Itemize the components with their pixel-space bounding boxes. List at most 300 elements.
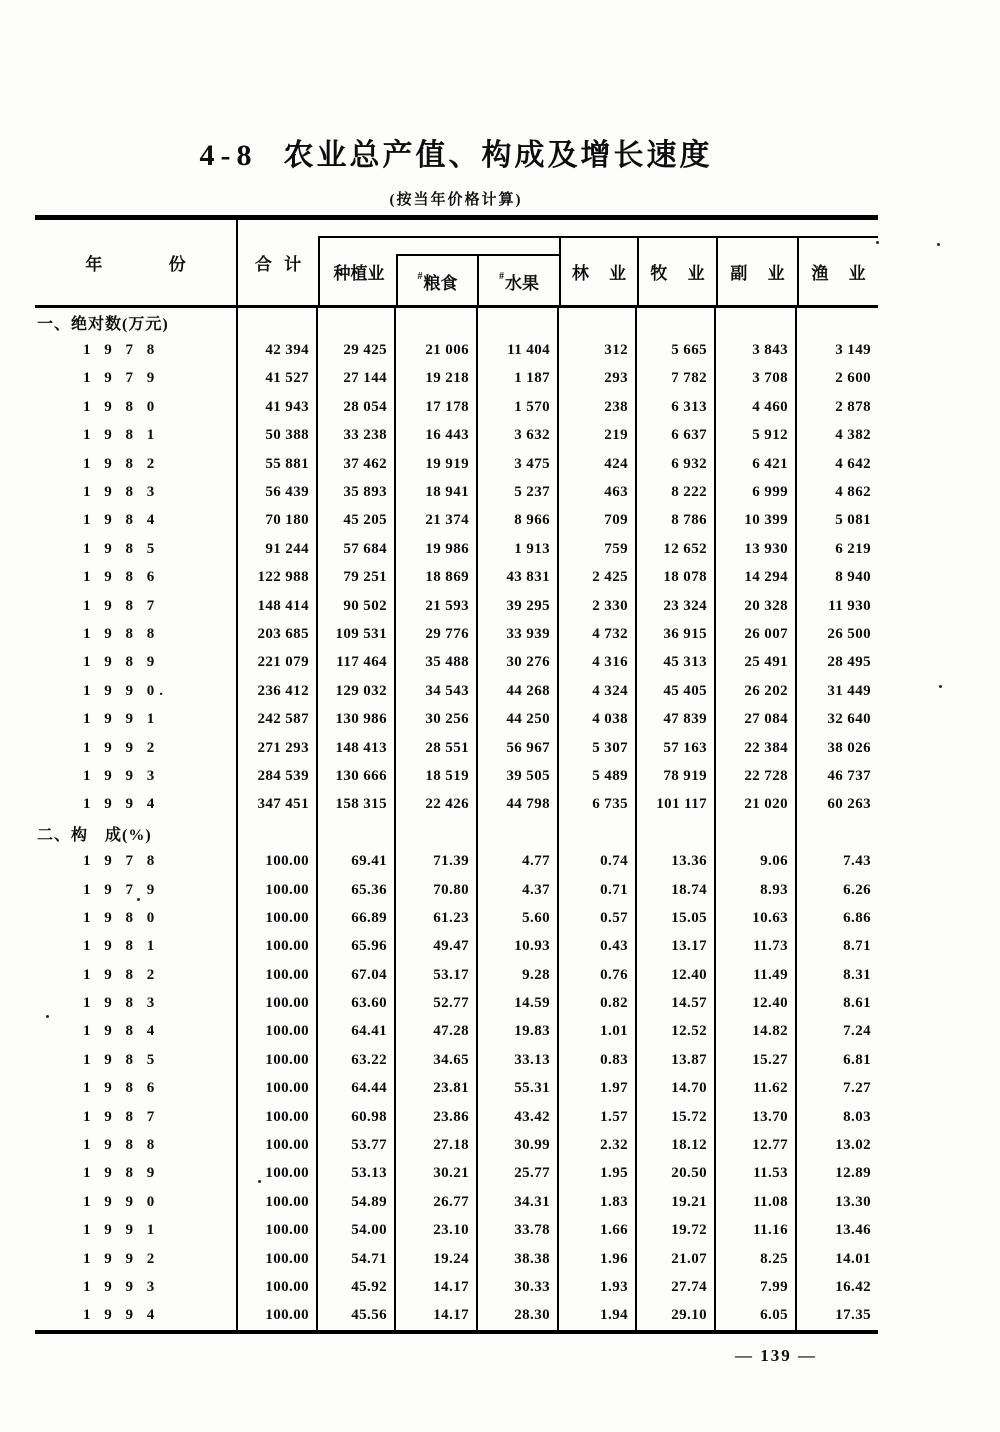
value-cell: 238 [559, 393, 637, 421]
year-cell: 1 9 8 0 [35, 393, 238, 421]
title-text: 农业总产值、构成及增长速度 [283, 139, 713, 172]
value-cell: 33 238 [318, 422, 396, 450]
value-cell: 34 543 [396, 677, 478, 705]
table-row [35, 649, 878, 677]
value-cell: 12 652 [637, 535, 716, 563]
value-cell: 45 313 [637, 649, 716, 677]
value-cell: 347 451 [238, 791, 318, 819]
table-row [35, 393, 878, 421]
value-cell: 11.49 [716, 961, 797, 989]
table-row [35, 762, 878, 790]
value-cell: 30.33 [478, 1273, 559, 1301]
value-cell: 11.16 [716, 1217, 797, 1245]
value-cell: 100.00 [238, 1046, 318, 1074]
value-cell: 90 502 [318, 592, 396, 620]
year-cell: 1 9 8 2 [35, 961, 238, 989]
value-cell: 19 919 [396, 450, 478, 478]
value-cell: 100.00 [238, 1188, 318, 1216]
value-cell: 0.76 [559, 961, 637, 989]
value-cell: 27.74 [637, 1273, 716, 1301]
col-header-planting: 种植业 [333, 264, 385, 283]
value-cell: 100.00 [238, 876, 318, 904]
value-cell: 221 079 [238, 649, 318, 677]
value-cell: 11 930 [828, 597, 871, 614]
value-cell: 56 439 [238, 478, 318, 506]
value-cell: 13.36 [637, 847, 716, 875]
year-cell: 1 9 8 2 [35, 450, 238, 478]
empty-cell [318, 819, 396, 847]
value-cell: 41 943 [238, 393, 318, 421]
col-header-fruit [479, 256, 559, 307]
value-cell: 12.89 [835, 1165, 871, 1182]
value-cell: 100.00 [238, 1302, 318, 1330]
value-cell: 4 382 [835, 427, 871, 444]
value-cell: 27.18 [396, 1131, 478, 1159]
value-cell: 50 388 [238, 422, 318, 450]
value-cell: 19.72 [637, 1217, 716, 1245]
year-cell: 1 9 9 4 [35, 1302, 238, 1330]
value-cell: 100.00 [238, 1018, 318, 1046]
value-cell: 23.81 [396, 1075, 478, 1103]
table-row [35, 734, 878, 762]
value-cell: 10.93 [478, 933, 559, 961]
value-cell: 9.06 [716, 847, 797, 875]
value-cell: 11.73 [716, 933, 797, 961]
value-cell: 14.82 [716, 1018, 797, 1046]
table-row [35, 365, 878, 393]
value-cell: 17.35 [835, 1307, 871, 1324]
year-cell: 1 9 8 4 [35, 507, 238, 535]
year-cell: 1 9 9 2 [35, 734, 238, 762]
value-cell: 4 642 [835, 455, 871, 472]
table-header [35, 220, 878, 308]
value-cell: 0.43 [559, 933, 637, 961]
value-cell: 3 475 [478, 450, 559, 478]
value-cell: 4 324 [559, 677, 637, 705]
value-cell: 53.77 [318, 1131, 396, 1159]
value-cell: 8.03 [843, 1108, 871, 1125]
value-cell: 3 149 [835, 342, 871, 359]
value-cell: 15.05 [637, 904, 716, 932]
value-cell: 23.86 [396, 1103, 478, 1131]
value-cell: 19.24 [396, 1245, 478, 1273]
value-cell: 30 256 [396, 705, 478, 733]
value-cell: 8 966 [478, 507, 559, 535]
value-cell: 12.40 [716, 989, 797, 1017]
year-cell: 1 9 8 7 [35, 592, 238, 620]
value-cell: 5 307 [559, 734, 637, 762]
scan-speck [876, 241, 879, 244]
value-cell: 463 [559, 478, 637, 506]
value-cell: 1.97 [559, 1075, 637, 1103]
section-heading-row [35, 819, 878, 847]
table-row [35, 989, 878, 1017]
value-cell: 148 414 [238, 592, 318, 620]
value-cell: 43 831 [478, 564, 559, 592]
value-cell: 55 881 [238, 450, 318, 478]
value-cell: 61.23 [396, 904, 478, 932]
value-cell: 14.01 [835, 1250, 871, 1267]
value-cell: 12.77 [716, 1131, 797, 1159]
value-cell: 18 941 [396, 478, 478, 506]
empty-cell [797, 819, 878, 847]
value-cell: 17 178 [396, 393, 478, 421]
value-cell: 8 222 [637, 478, 716, 506]
year-cell: 1 9 7 9 [35, 365, 238, 393]
value-cell: 41 527 [238, 365, 318, 393]
value-cell: 284 539 [238, 762, 318, 790]
value-cell: 31 449 [827, 682, 871, 699]
value-cell: 18.74 [637, 876, 716, 904]
of-which-mark: # [417, 271, 423, 282]
value-cell: 19 218 [396, 365, 478, 393]
value-cell: 44 798 [478, 791, 559, 819]
value-cell: 46 737 [827, 767, 871, 784]
page-number: — 139 — [735, 1346, 817, 1365]
value-cell: 6 421 [716, 450, 797, 478]
value-cell: 54.89 [318, 1188, 396, 1216]
value-cell: 45.56 [318, 1302, 396, 1330]
table-row [35, 705, 878, 733]
value-cell: 11 404 [478, 336, 559, 364]
col-header-forestry: 林 业 [559, 238, 637, 305]
value-cell: 64.41 [318, 1018, 396, 1046]
value-cell: 236 412 [238, 677, 318, 705]
value-cell: 11.53 [716, 1160, 797, 1188]
value-cell: 2 600 [835, 370, 871, 387]
table-row [35, 876, 878, 904]
value-cell: 1.57 [559, 1103, 637, 1131]
value-cell: 57 163 [637, 734, 716, 762]
value-cell: 11.08 [716, 1188, 797, 1216]
value-cell: 44 250 [478, 705, 559, 733]
year-cell: 1 9 9 3 [35, 1273, 238, 1301]
value-cell: 37 462 [318, 450, 396, 478]
year-cell: 1 9 9 3 [35, 762, 238, 790]
value-cell: 100.00 [238, 933, 318, 961]
value-cell: 7.43 [843, 853, 871, 870]
value-cell: 13.17 [637, 933, 716, 961]
value-cell: 5 489 [559, 762, 637, 790]
year-cell: 1 9 8 1 [35, 933, 238, 961]
value-cell: 8 940 [835, 569, 871, 586]
year-cell: 1 9 9 0 [35, 1188, 238, 1216]
value-cell: 8.71 [843, 938, 871, 955]
value-cell: 100.00 [238, 847, 318, 875]
value-cell: 35 488 [396, 649, 478, 677]
value-cell: 57 684 [318, 535, 396, 563]
value-cell: 47.28 [396, 1018, 478, 1046]
value-cell: 1.66 [559, 1217, 637, 1245]
value-cell: 36 915 [637, 620, 716, 648]
value-cell: 28 551 [396, 734, 478, 762]
value-cell: 14.70 [637, 1075, 716, 1103]
value-cell: 26 007 [716, 620, 797, 648]
value-cell: 13.70 [716, 1103, 797, 1131]
value-cell: 203 685 [238, 620, 318, 648]
value-cell: 18.12 [637, 1131, 716, 1159]
value-cell: 100.00 [238, 1131, 318, 1159]
value-cell: 7.27 [843, 1080, 871, 1097]
value-cell: 21 374 [396, 507, 478, 535]
year-cell: 1 9 8 3 [35, 478, 238, 506]
value-cell: 60.98 [318, 1103, 396, 1131]
value-cell: 13.02 [835, 1137, 871, 1154]
value-cell: 34.31 [478, 1188, 559, 1216]
value-cell: 33.78 [478, 1217, 559, 1245]
value-cell: 22 384 [716, 734, 797, 762]
value-cell: 0.71 [559, 876, 637, 904]
year-cell: 1 9 8 6 [35, 564, 238, 592]
value-cell: 100.00 [238, 1245, 318, 1273]
value-cell: 14.57 [637, 989, 716, 1017]
value-cell: 100.00 [238, 961, 318, 989]
value-cell: 158 315 [318, 791, 396, 819]
table-row [35, 592, 878, 620]
value-cell: 25.77 [478, 1160, 559, 1188]
value-cell: 12.40 [637, 961, 716, 989]
table-row [35, 791, 878, 819]
value-cell: 79 251 [318, 564, 396, 592]
year-cell: 1 9 8 9 [35, 1160, 238, 1188]
empty-cell [396, 819, 478, 847]
col-header-fruit-label: 水果 [505, 274, 539, 293]
year-cell: 1 9 9 1 [35, 705, 238, 733]
value-cell: 15.27 [716, 1046, 797, 1074]
table-number: 4-8 [199, 139, 258, 172]
table-row [35, 961, 878, 989]
subtitle: (按当年价格计算) [389, 192, 523, 208]
value-cell: 63.22 [318, 1046, 396, 1074]
year-cell: 1 9 7 9 [35, 876, 238, 904]
value-cell: 65.96 [318, 933, 396, 961]
value-cell: 709 [559, 507, 637, 535]
value-cell: 21 593 [396, 592, 478, 620]
section-label: 二、构 成(%) [35, 819, 238, 847]
value-cell: 14.17 [396, 1302, 478, 1330]
value-cell: 8 786 [637, 507, 716, 535]
value-cell: 54.71 [318, 1245, 396, 1273]
value-cell: 2 878 [835, 398, 871, 415]
value-cell: 2.32 [559, 1131, 637, 1159]
value-cell: 1.83 [559, 1188, 637, 1216]
value-cell: 19.83 [478, 1018, 559, 1046]
value-cell: 0.82 [559, 989, 637, 1017]
value-cell: 1 913 [478, 535, 559, 563]
value-cell: 130 666 [318, 762, 396, 790]
empty-cell [637, 819, 716, 847]
scan-speck [137, 898, 140, 901]
value-cell: 130 986 [318, 705, 396, 733]
value-cell: 5 081 [835, 512, 871, 529]
value-cell: 39 295 [478, 592, 559, 620]
value-cell: 56 967 [478, 734, 559, 762]
table-row [35, 904, 878, 932]
value-cell: 18 519 [396, 762, 478, 790]
value-cell: 21 020 [716, 791, 797, 819]
table-row [35, 507, 878, 535]
value-cell: 33 939 [478, 620, 559, 648]
value-cell: 28 054 [318, 393, 396, 421]
year-cell: 1 9 9 1 [35, 1217, 238, 1245]
value-cell: 26.77 [396, 1188, 478, 1216]
table-row [35, 1188, 878, 1216]
empty-cell [238, 819, 318, 847]
value-cell: 20 328 [716, 592, 797, 620]
value-cell: 6.26 [843, 881, 871, 898]
year-cell: 1 9 8 5 [35, 1046, 238, 1074]
value-cell: 7.99 [716, 1273, 797, 1301]
value-cell: 49.47 [396, 933, 478, 961]
value-cell: 22 426 [396, 791, 478, 819]
value-cell: 100.00 [238, 1160, 318, 1188]
table-bottom-rule [35, 1330, 878, 1334]
value-cell: 54.00 [318, 1217, 396, 1245]
value-cell: 30.99 [478, 1131, 559, 1159]
value-cell: 7 782 [637, 365, 716, 393]
year-cell: 1 9 8 5 [35, 535, 238, 563]
year-cell: 1 9 9 0. [35, 677, 238, 705]
col-header-husbandry: 牧 业 [637, 238, 716, 305]
col-header-year: 年 份 [35, 220, 238, 305]
value-cell: 45 205 [318, 507, 396, 535]
table-row [35, 535, 878, 563]
value-cell: 242 587 [238, 705, 318, 733]
value-cell: 6.81 [843, 1051, 871, 1068]
value-cell: 1.93 [559, 1273, 637, 1301]
value-cell: 4.37 [478, 876, 559, 904]
value-cell: 5 237 [478, 478, 559, 506]
table-row [35, 450, 878, 478]
empty-cell [478, 308, 559, 336]
value-cell: 8.93 [716, 876, 797, 904]
value-cell: 122 988 [238, 564, 318, 592]
scan-speck [258, 1180, 261, 1183]
value-cell: 27 144 [318, 365, 396, 393]
value-cell: 6.05 [716, 1302, 797, 1330]
value-cell: 100.00 [238, 1075, 318, 1103]
value-cell: 45.92 [318, 1273, 396, 1301]
value-cell: 19.21 [637, 1188, 716, 1216]
scan-speck [939, 685, 942, 688]
value-cell: 26 500 [827, 625, 871, 642]
value-cell: 18 078 [637, 564, 716, 592]
value-cell: 14 294 [716, 564, 797, 592]
table-row [35, 1302, 878, 1330]
of-which-mark: # [499, 271, 504, 282]
value-cell: 100.00 [238, 989, 318, 1017]
value-cell: 4 316 [559, 649, 637, 677]
value-cell: 42 394 [238, 336, 318, 364]
value-cell: 1 187 [478, 365, 559, 393]
value-cell: 0.83 [559, 1046, 637, 1074]
table-row [35, 620, 878, 648]
value-cell: 13 930 [716, 535, 797, 563]
table-row [35, 1160, 878, 1188]
value-cell: 271 293 [238, 734, 318, 762]
value-cell: 2 330 [559, 592, 637, 620]
table-row [35, 564, 878, 592]
value-cell: 25 491 [716, 649, 797, 677]
value-cell: 117 464 [318, 649, 396, 677]
year-cell: 1 9 8 7 [35, 1103, 238, 1131]
value-cell: 20.50 [637, 1160, 716, 1188]
empty-cell [716, 819, 797, 847]
col-header-grain-label: 粮食 [423, 274, 458, 293]
table-row [35, 478, 878, 506]
value-cell: 424 [559, 450, 637, 478]
value-cell: 312 [559, 336, 637, 364]
value-cell: 13.30 [835, 1193, 871, 1210]
value-cell: 14.59 [478, 989, 559, 1017]
table-row [35, 677, 878, 705]
value-cell: 100.00 [238, 1103, 318, 1131]
value-cell: 6 932 [637, 450, 716, 478]
value-cell: 11.62 [716, 1075, 797, 1103]
empty-cell [396, 308, 478, 336]
year-cell: 1 9 8 9 [35, 649, 238, 677]
value-cell: 0.74 [559, 847, 637, 875]
col-header-total: 合 计 [254, 255, 302, 274]
value-cell: 43.42 [478, 1103, 559, 1131]
value-cell: 53.17 [396, 961, 478, 989]
value-cell: 32 640 [827, 711, 871, 728]
value-cell: 28 495 [827, 654, 871, 671]
table-row [35, 1046, 878, 1074]
value-cell: 33.13 [478, 1046, 559, 1074]
value-cell: 100.00 [238, 1273, 318, 1301]
value-cell: 5 912 [716, 422, 797, 450]
section-label: 一、绝对数(万元) [35, 308, 238, 336]
year-cell: 1 9 8 6 [35, 1075, 238, 1103]
value-cell: 53.13 [318, 1160, 396, 1188]
value-cell: 64.44 [318, 1075, 396, 1103]
table-row [35, 1245, 878, 1273]
value-cell: 13.46 [835, 1222, 871, 1239]
value-cell: 29.10 [637, 1302, 716, 1330]
value-cell: 70 180 [238, 507, 318, 535]
value-cell: 22 728 [716, 762, 797, 790]
value-cell: 65.36 [318, 876, 396, 904]
value-cell: 45 405 [637, 677, 716, 705]
header-sub-box [396, 254, 561, 307]
value-cell: 10 399 [716, 507, 797, 535]
value-cell: 55.31 [478, 1075, 559, 1103]
value-cell: 66.89 [318, 904, 396, 932]
value-cell: 3 708 [716, 365, 797, 393]
empty-cell [559, 308, 637, 336]
value-cell: 109 531 [318, 620, 396, 648]
value-cell: 78 919 [637, 762, 716, 790]
value-cell: 4 862 [835, 484, 871, 501]
value-cell: 7.24 [843, 1023, 871, 1040]
value-cell: 0.57 [559, 904, 637, 932]
value-cell: 3 843 [716, 336, 797, 364]
value-cell: 8.25 [716, 1245, 797, 1273]
empty-cell [716, 308, 797, 336]
value-cell: 148 413 [318, 734, 396, 762]
value-cell: 2 425 [559, 564, 637, 592]
value-cell: 12.52 [637, 1018, 716, 1046]
empty-cell [559, 819, 637, 847]
value-cell: 293 [559, 365, 637, 393]
value-cell: 67.04 [318, 961, 396, 989]
year-cell: 1 9 7 8 [35, 336, 238, 364]
value-cell: 5.60 [478, 904, 559, 932]
value-cell: 4 732 [559, 620, 637, 648]
table-row [35, 933, 878, 961]
value-cell: 63.60 [318, 989, 396, 1017]
